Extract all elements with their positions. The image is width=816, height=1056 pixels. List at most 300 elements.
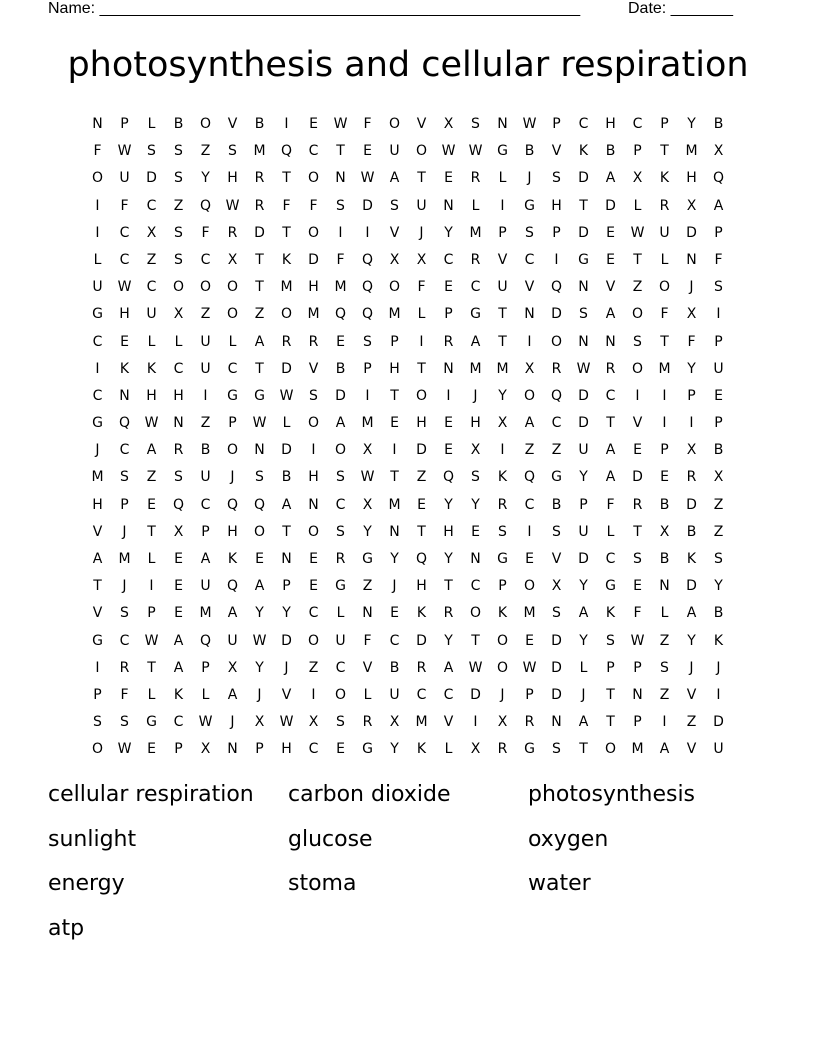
grid-letter: G bbox=[551, 469, 562, 486]
grid-letter: B bbox=[524, 143, 535, 160]
grid-letter: J bbox=[284, 659, 289, 676]
grid-letter: W bbox=[522, 116, 537, 132]
grid-letter: S bbox=[390, 197, 399, 214]
grid-letter: I bbox=[446, 387, 451, 404]
grid-letter: F bbox=[93, 143, 102, 160]
grid-letter: Z bbox=[200, 143, 211, 160]
grid-letter: C bbox=[200, 251, 211, 268]
grid-letter: D bbox=[551, 686, 562, 703]
grid-letter: L bbox=[363, 686, 372, 703]
grid-letter: D bbox=[551, 659, 562, 676]
grid-letter: O bbox=[91, 741, 104, 758]
grid-row bbox=[84, 332, 732, 359]
grid-letter: H bbox=[308, 469, 319, 486]
grid-letter: Z bbox=[146, 251, 157, 268]
grid-letter: L bbox=[579, 659, 588, 676]
grid-letter: R bbox=[173, 442, 184, 459]
grid-letter: Q bbox=[361, 306, 374, 323]
grid-letter: A bbox=[173, 659, 184, 676]
grid-letter: P bbox=[147, 605, 156, 622]
grid-letter: J bbox=[257, 686, 262, 703]
grid-letter: W bbox=[252, 415, 267, 432]
grid-letter: G bbox=[578, 251, 589, 268]
grid-letter: N bbox=[686, 251, 697, 268]
grid-letter: D bbox=[578, 224, 589, 241]
grid-letter: T bbox=[336, 143, 345, 160]
grid-letter: H bbox=[389, 360, 400, 377]
grid-letter: L bbox=[606, 523, 615, 540]
grid-letter: U bbox=[416, 197, 427, 214]
grid-letter: Z bbox=[659, 632, 670, 649]
grid-letter: A bbox=[470, 333, 481, 350]
grid-letter: X bbox=[659, 523, 670, 540]
grid-letter: K bbox=[605, 605, 616, 622]
grid-letter: I bbox=[662, 387, 667, 404]
grid-letter: W bbox=[279, 387, 294, 404]
grid-letter: W bbox=[279, 714, 294, 731]
grid-letter: X bbox=[146, 224, 157, 241]
grid-letter: C bbox=[335, 659, 346, 676]
grid-letter: R bbox=[443, 333, 454, 350]
grid-letter: E bbox=[444, 442, 453, 459]
grid-letter: W bbox=[144, 632, 159, 649]
grid-letter: P bbox=[363, 360, 372, 377]
grid-letter: Q bbox=[415, 551, 428, 567]
grid-letter: F bbox=[660, 306, 669, 323]
grid-letter: L bbox=[660, 251, 669, 268]
grid-letter: R bbox=[632, 496, 643, 513]
grid-letter: K bbox=[713, 632, 724, 649]
grid-letter: P bbox=[633, 659, 642, 676]
grid-letter: Y bbox=[390, 551, 399, 567]
grid-letter: R bbox=[254, 197, 265, 214]
grid-letter: D bbox=[686, 496, 697, 513]
grid-letter: T bbox=[606, 714, 615, 731]
grid-letter: X bbox=[632, 170, 643, 187]
grid-letter: M bbox=[91, 469, 104, 486]
grid-letter: Q bbox=[442, 469, 455, 486]
grid-letter: C bbox=[119, 224, 130, 241]
grid-letter: T bbox=[417, 170, 426, 187]
grid-letter: B bbox=[551, 496, 562, 513]
grid-letter: O bbox=[550, 333, 563, 350]
grid-letter: K bbox=[416, 605, 427, 622]
grid-letter: C bbox=[119, 632, 130, 649]
grid-letter: C bbox=[173, 360, 184, 377]
grid-letter: S bbox=[120, 714, 129, 731]
grid-letter: K bbox=[173, 686, 184, 703]
grid-letter: A bbox=[281, 496, 292, 513]
grid-letter: L bbox=[201, 686, 210, 703]
grid-letter: R bbox=[119, 659, 130, 676]
grid-letter: Z bbox=[686, 714, 697, 731]
grid-letter: G bbox=[227, 387, 238, 404]
grid-letter: U bbox=[119, 170, 130, 187]
grid-letter: D bbox=[686, 224, 697, 241]
grid-letter: P bbox=[525, 686, 534, 703]
grid-letter: F bbox=[363, 632, 372, 649]
word-list-item: stoma bbox=[288, 871, 357, 896]
grid-letter: B bbox=[605, 143, 616, 160]
grid-letter: D bbox=[416, 632, 427, 649]
grid-letter: P bbox=[687, 387, 696, 404]
grid-row bbox=[84, 141, 732, 168]
grid-letter: I bbox=[554, 251, 559, 268]
grid-letter: O bbox=[226, 306, 239, 323]
grid-letter: X bbox=[497, 415, 508, 432]
grid-letter: E bbox=[147, 496, 156, 513]
grid-letter: C bbox=[443, 251, 454, 268]
grid-letter: O bbox=[199, 279, 212, 296]
grid-letter: T bbox=[417, 360, 426, 377]
grid-letter: T bbox=[471, 632, 480, 649]
grid-letter: X bbox=[389, 714, 400, 731]
grid-letter: I bbox=[203, 387, 208, 404]
grid-letter: L bbox=[147, 686, 156, 703]
grid-letter: F bbox=[282, 197, 291, 214]
grid-letter: P bbox=[444, 306, 453, 323]
grid-letter: I bbox=[662, 714, 667, 731]
grid-letter: X bbox=[389, 251, 400, 268]
word-list-item: energy bbox=[48, 871, 125, 896]
grid-letter: E bbox=[471, 523, 480, 540]
grid-letter: Q bbox=[334, 306, 347, 323]
grid-letter: C bbox=[389, 632, 400, 649]
grid-letter: R bbox=[362, 714, 373, 731]
grid-letter: Y bbox=[444, 551, 453, 567]
grid-letter: C bbox=[119, 442, 130, 459]
grid-letter: Q bbox=[361, 279, 374, 296]
grid-letter: G bbox=[524, 741, 535, 758]
grid-letter: K bbox=[146, 360, 157, 377]
grid-letter: O bbox=[388, 116, 401, 132]
grid-letter: G bbox=[497, 143, 508, 160]
grid-letter: L bbox=[228, 333, 237, 350]
grid-letter: N bbox=[659, 578, 670, 595]
grid-letter: J bbox=[392, 578, 397, 595]
grid-letter: E bbox=[309, 551, 318, 567]
grid-letter: M bbox=[415, 714, 428, 731]
grid-letter: E bbox=[714, 387, 723, 404]
grid-letter: O bbox=[604, 741, 617, 758]
grid-letter: Y bbox=[255, 605, 264, 622]
grid-letter: I bbox=[311, 686, 316, 703]
grid-letter: F bbox=[633, 605, 642, 622]
grid-letter: Y bbox=[687, 116, 696, 132]
grid-letter: H bbox=[227, 170, 238, 187]
grid-letter: B bbox=[254, 116, 265, 132]
grid-letter: E bbox=[120, 333, 129, 350]
grid-letter: E bbox=[390, 415, 399, 432]
grid-letter: D bbox=[605, 197, 616, 214]
grid-letter: Y bbox=[444, 632, 453, 649]
grid-letter: T bbox=[579, 197, 588, 214]
grid-letter: J bbox=[581, 686, 586, 703]
grid-letter: T bbox=[282, 523, 291, 540]
grid-letter: U bbox=[335, 632, 346, 649]
grid-letter: L bbox=[147, 333, 156, 350]
grid-letter: Z bbox=[416, 469, 427, 486]
grid-letter: Q bbox=[199, 632, 212, 649]
grid-letter: J bbox=[230, 714, 235, 731]
grid-letter: P bbox=[714, 333, 723, 350]
grid-letter: S bbox=[336, 197, 345, 214]
grid-letter: S bbox=[714, 551, 723, 567]
grid-row bbox=[84, 359, 732, 386]
grid-row bbox=[84, 576, 732, 603]
grid-letter: Z bbox=[200, 306, 211, 323]
grid-letter: B bbox=[686, 523, 697, 540]
grid-letter: Q bbox=[118, 415, 131, 432]
grid-letter: S bbox=[174, 251, 183, 268]
grid-letter: K bbox=[227, 551, 238, 567]
grid-letter: I bbox=[500, 442, 505, 459]
grid-letter: I bbox=[95, 224, 100, 241]
grid-letter: D bbox=[578, 551, 589, 567]
word-list-item: photosynthesis bbox=[528, 782, 696, 807]
grid-letter: I bbox=[95, 659, 100, 676]
grid-letter: B bbox=[713, 442, 724, 459]
grid-letter: O bbox=[307, 632, 320, 649]
grid-letter: S bbox=[552, 605, 561, 622]
grid-letter: F bbox=[606, 496, 615, 513]
grid-letter: D bbox=[362, 197, 373, 214]
grid-letter: M bbox=[280, 279, 293, 296]
grid-letter: E bbox=[174, 551, 183, 567]
grid-letter: E bbox=[255, 551, 264, 567]
grid-letter: C bbox=[146, 197, 157, 214]
grid-letter: D bbox=[713, 714, 724, 731]
grid-letter: M bbox=[361, 415, 374, 432]
grid-row bbox=[84, 603, 732, 630]
grid-letter: A bbox=[254, 333, 265, 350]
grid-letter: S bbox=[660, 659, 669, 676]
grid-letter: H bbox=[227, 523, 238, 540]
grid-letter: S bbox=[228, 143, 237, 160]
grid-letter: A bbox=[389, 170, 400, 187]
grid-letter: T bbox=[498, 333, 507, 350]
grid-letter: R bbox=[497, 741, 508, 758]
grid-letter: X bbox=[686, 197, 697, 214]
grid-letter: S bbox=[552, 170, 561, 187]
grid-letter: V bbox=[686, 741, 697, 758]
word-list-item: oxygen bbox=[528, 826, 609, 852]
grid-letter: Y bbox=[579, 632, 588, 649]
grid-letter: G bbox=[92, 306, 103, 323]
grid-letter: S bbox=[606, 632, 615, 649]
grid-letter: N bbox=[254, 442, 265, 459]
grid-row bbox=[84, 685, 732, 712]
grid-letter: H bbox=[416, 578, 427, 595]
grid-letter: V bbox=[308, 360, 319, 377]
page-title: photosynthesis and cellular respiration bbox=[67, 45, 749, 85]
grid-letter: B bbox=[659, 496, 670, 513]
grid-letter: A bbox=[173, 632, 184, 649]
grid-letter: Y bbox=[363, 523, 372, 540]
grid-letter: W bbox=[144, 415, 159, 432]
grid-letter: N bbox=[578, 279, 589, 296]
grid-letter: D bbox=[254, 224, 265, 241]
grid-letter: U bbox=[200, 360, 211, 377]
grid-letter: O bbox=[631, 306, 644, 323]
grid-letter: P bbox=[714, 415, 723, 432]
grid-letter: O bbox=[415, 143, 428, 160]
grid-letter: G bbox=[254, 387, 265, 404]
grid-letter: M bbox=[658, 360, 671, 377]
grid-letter: A bbox=[335, 415, 346, 432]
grid-row bbox=[84, 250, 732, 277]
grid-letter: D bbox=[632, 469, 643, 486]
grid-letter: P bbox=[255, 741, 264, 758]
grid-letter: X bbox=[443, 116, 454, 132]
grid-letter: H bbox=[605, 116, 616, 132]
grid-letter: H bbox=[119, 306, 130, 323]
grid-letter: O bbox=[523, 387, 536, 404]
grid-letter: L bbox=[444, 741, 453, 758]
grid-letter: L bbox=[147, 551, 156, 567]
worksheet-header bbox=[48, 0, 748, 20]
grid-letter: E bbox=[309, 116, 318, 132]
grid-letter: J bbox=[716, 659, 721, 676]
grid-letter: U bbox=[578, 523, 589, 540]
grid-letter: A bbox=[92, 551, 103, 567]
grid-letter: P bbox=[579, 496, 588, 513]
grid-row bbox=[84, 549, 732, 576]
grid-row bbox=[84, 386, 732, 413]
grid-letter: B bbox=[713, 605, 724, 622]
grid-letter: P bbox=[660, 116, 669, 132]
grid-letter: U bbox=[578, 442, 589, 459]
grid-letter: D bbox=[686, 578, 697, 595]
grid-letter: I bbox=[527, 333, 532, 350]
grid-letter: I bbox=[284, 116, 289, 132]
grid-letter: T bbox=[498, 306, 507, 323]
grid-letter: X bbox=[551, 578, 562, 595]
grid-letter: H bbox=[281, 741, 292, 758]
grid-letter: O bbox=[334, 686, 347, 703]
grid-letter: R bbox=[254, 170, 265, 187]
grid-letter: E bbox=[444, 170, 453, 187]
grid-letter: X bbox=[173, 306, 184, 323]
grid-letter: X bbox=[254, 714, 265, 731]
grid-letter: N bbox=[632, 686, 643, 703]
grid-letter: M bbox=[685, 143, 698, 160]
grid-letter: D bbox=[551, 632, 562, 649]
grid-letter: K bbox=[497, 469, 508, 486]
grid-letter: R bbox=[335, 551, 346, 567]
grid-letter: M bbox=[388, 306, 401, 323]
grid-letter: Z bbox=[632, 279, 643, 296]
grid-letter: O bbox=[469, 605, 482, 622]
grid-letter: W bbox=[117, 143, 132, 160]
grid-letter: E bbox=[309, 578, 318, 595]
grid-letter: D bbox=[308, 251, 319, 268]
grid-letter: Q bbox=[712, 170, 725, 187]
grid-letter: X bbox=[200, 741, 211, 758]
grid-letter: J bbox=[122, 578, 127, 595]
grid-letter: A bbox=[578, 714, 589, 731]
grid-letter: Y bbox=[579, 578, 588, 595]
grid-letter: P bbox=[660, 442, 669, 459]
grid-letter: T bbox=[255, 360, 264, 377]
grid-letter: P bbox=[120, 496, 129, 513]
grid-letter: D bbox=[335, 387, 346, 404]
grid-letter: N bbox=[443, 197, 454, 214]
grid-letter: C bbox=[308, 143, 319, 160]
grid-letter: H bbox=[470, 415, 481, 432]
grid-letter: F bbox=[714, 251, 723, 268]
grid-letter: J bbox=[419, 224, 424, 241]
grid-row bbox=[84, 467, 732, 494]
grid-letter: F bbox=[687, 333, 696, 350]
grid-letter: K bbox=[119, 360, 130, 377]
grid-letter: M bbox=[307, 306, 320, 323]
grid-letter: H bbox=[146, 387, 157, 404]
grid-letter: I bbox=[419, 333, 424, 350]
grid-letter: C bbox=[551, 415, 562, 432]
grid-letter: K bbox=[578, 143, 589, 160]
grid-letter: K bbox=[497, 605, 508, 622]
grid-letter: I bbox=[716, 686, 721, 703]
grid-letter: N bbox=[443, 360, 454, 377]
grid-letter: N bbox=[470, 551, 481, 567]
grid-letter: G bbox=[92, 415, 103, 432]
grid-letter: W bbox=[468, 659, 483, 676]
grid-letter: W bbox=[333, 116, 348, 132]
grid-letter: H bbox=[173, 387, 184, 404]
grid-letter: T bbox=[660, 143, 669, 160]
grid-letter: O bbox=[631, 360, 644, 377]
grid-letter: S bbox=[471, 116, 480, 132]
grid-letter: C bbox=[605, 387, 616, 404]
grid-letter: O bbox=[172, 279, 185, 296]
grid-letter: X bbox=[470, 741, 481, 758]
grid-letter: P bbox=[633, 714, 642, 731]
grid-letter: M bbox=[469, 224, 482, 241]
grid-letter: S bbox=[714, 279, 723, 296]
name-field: Name: ______________________________________________________ bbox=[48, 0, 581, 17]
grid-letter: T bbox=[606, 686, 615, 703]
grid-letter: I bbox=[95, 197, 100, 214]
grid-letter: A bbox=[605, 306, 616, 323]
grid-letter: P bbox=[606, 659, 615, 676]
grid-letter: Y bbox=[282, 605, 291, 622]
grid-letter: N bbox=[578, 333, 589, 350]
grid-letter: R bbox=[308, 333, 319, 350]
grid-letter: O bbox=[307, 415, 320, 432]
grid-letter: M bbox=[388, 496, 401, 513]
grid-letter: H bbox=[443, 523, 454, 540]
grid-letter: C bbox=[443, 686, 454, 703]
grid-letter: Q bbox=[226, 578, 239, 595]
grid-letter: P bbox=[498, 578, 507, 595]
grid-letter: R bbox=[443, 605, 454, 622]
grid-letter: J bbox=[500, 686, 505, 703]
grid-letter: J bbox=[689, 279, 694, 296]
grid-letter: E bbox=[525, 551, 534, 567]
grid-letter: N bbox=[173, 415, 184, 432]
grid-letter: E bbox=[444, 415, 453, 432]
grid-letter: U bbox=[146, 306, 157, 323]
grid-letter: V bbox=[443, 714, 454, 731]
grid-letter: V bbox=[362, 659, 373, 676]
grid-letter: Y bbox=[471, 496, 480, 513]
grid-letter: D bbox=[470, 686, 481, 703]
grid-letter: C bbox=[470, 279, 481, 296]
grid-letter: H bbox=[551, 197, 562, 214]
grid-letter: C bbox=[308, 741, 319, 758]
grid-letter: Z bbox=[200, 415, 211, 432]
